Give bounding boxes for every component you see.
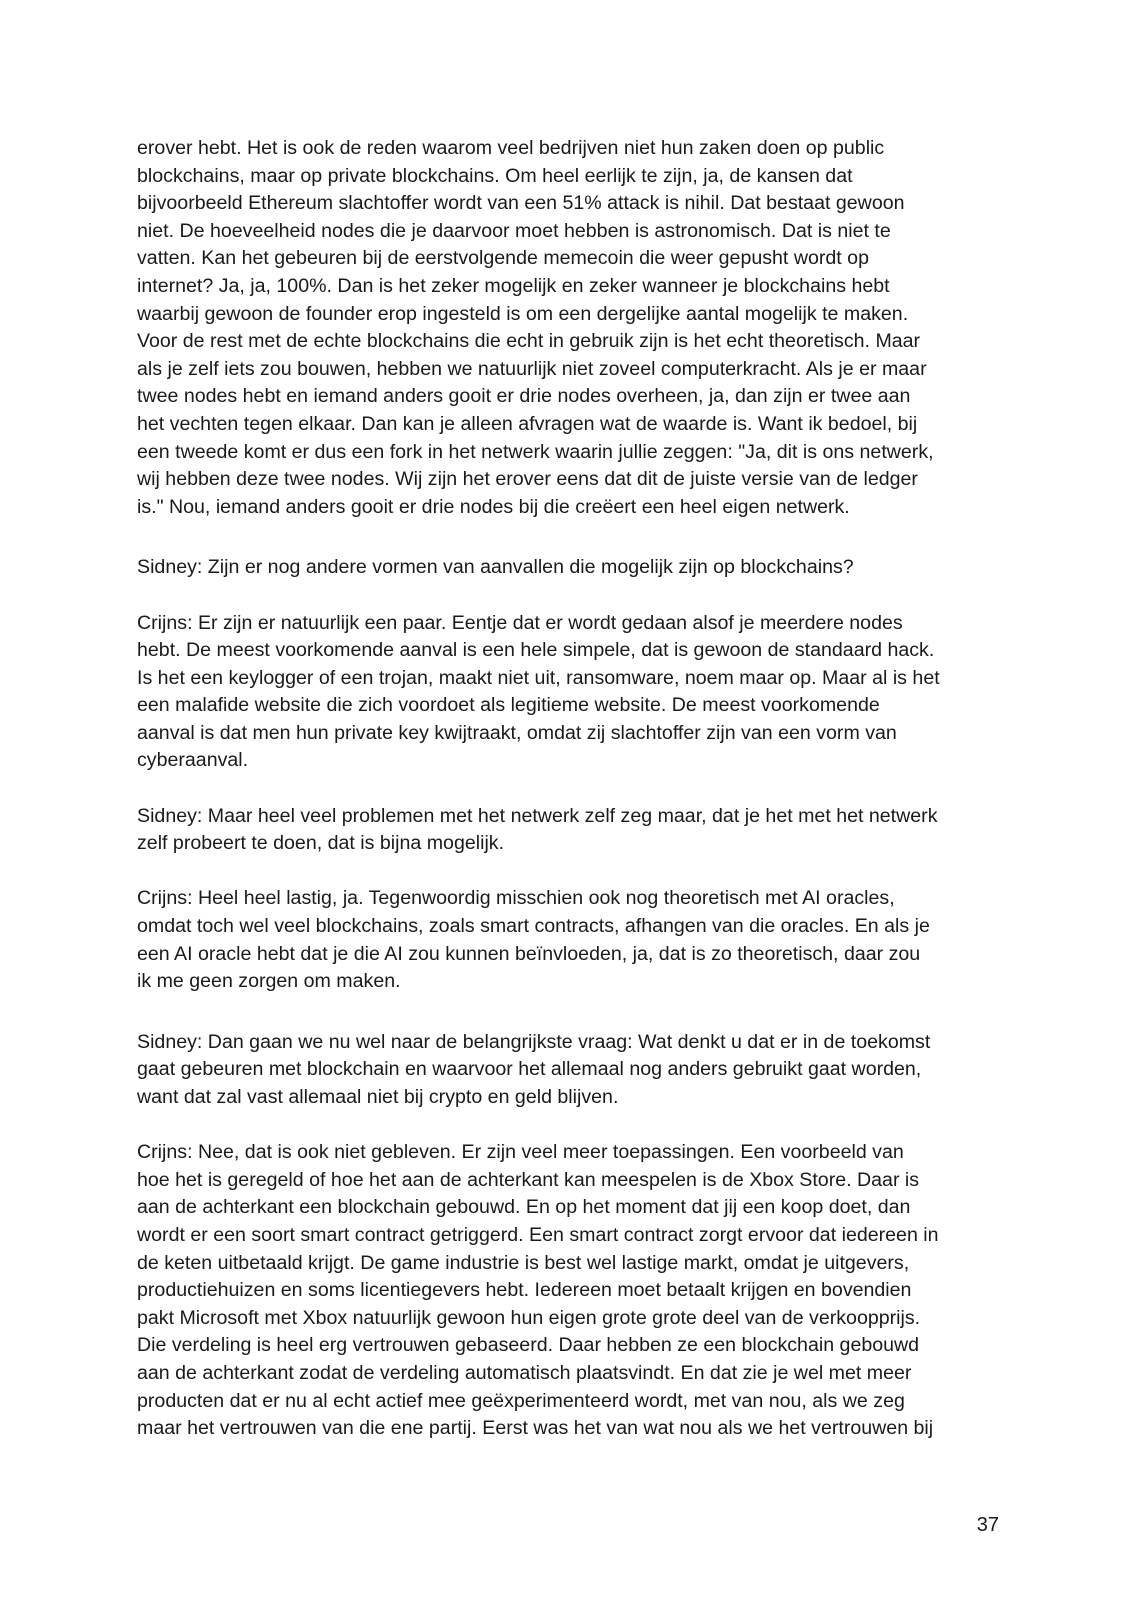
paragraph-answer-ai-oracles: Crijns: Heel heel lastig, ja. Tegenwoordig misschien ook nog theoretisch met AI oracles, omdat toch wel veel blockchains, zoals smart contracts, afhangen van die oracles. En als je een AI oracle hebt dat je die AI zou kunnen beïnvloeden, ja, dat is zo theoretisch, daar zou ik me geen zorgen om maken.: [137, 887, 930, 993]
paragraph-attack-continuation: erover hebt. Het is ook de reden waarom veel bedrijven niet hun zaken doen op public blockchains, maar op private blockchains. Om heel eerlijk te zijn, ja, de kansen dat bijvoorbeeld Ethereum slachtoffer wordt van een 51% attack is nihil. Dat bestaat gewoon niet. De hoeveelheid nodes die je daarvoor moet hebben is astronomisch. Dat is niet te vatten. Kan het gebeuren bij de eerstvolgende memecoin die weer gepusht wordt op internet? Ja, ja, 100%. Dan is het zeker mogelijk en zeker wanneer je blockchains hebt waarbij gewoon de founder erop ingesteld is om een dergelijke aantal mogelijk te maken. Voor de rest met de echte blockchains die echt in gebruik zijn is het echt theoretisch. Maar als je zelf iets zou bouwen, hebben we natuurlijk niet zoveel computerkracht. Als je er maar twee nodes hebt en iemand anders gooit er drie nodes overheen, ja, dan zijn er twee aan het vechten tegen elkaar. Dan kan je alleen afvragen wat de waarde is. Want ik bedoel, bij een tweede komt er dus een fork in het netwerk waarin jullie zeggen: "Ja, dit is ons netwerk, wij hebben deze twee nodes. Wij zijn het erover eens dat dit de juiste versie van de ledger is." Nou, iemand anders gooit er drie nodes bij die creëert een heel eigen netwerk.: [137, 137, 934, 518]
paragraph-question-future: Sidney: Dan gaan we nu wel naar de belangrijkste vraag: Wat denkt u dat er in de toekomst gaat gebeuren met blockchain en waarvoor het allemaal nog anders gebruikt gaat worden, want dat zal vast allemaal niet bij crypto en geld blijven.: [137, 1030, 931, 1108]
page-number: 37: [976, 1514, 999, 1536]
paragraph-answer-common-attacks: Crijns: Er zijn er natuurlijk een paar. Eentje dat er wordt gedaan alsof je meerdere nodes hebt. De meest voorkomende aanval is een hele simpele, dat is gewoon de standaard hack. Is het een keylogger of een trojan, maakt niet uit, ransomware, noem maar op. Maar al is het een malafide website die zich voordoet als legitieme website. De meest voorkomende aanval is dat men hun private key kwijtraakt, omdat zij slachtoffer zijn van een vorm van cyberaanval.: [137, 611, 940, 772]
paragraph-answer-xbox-store: Crijns: Nee, dat is ook niet gebleven. Er zijn veel meer toepassingen. Een voorbeeld van hoe het is geregeld of hoe het aan de achterkant kan meespelen is de Xbox Store. Daar is aan de achterkant een blockchain gebouwd. En op het moment dat jij een koop doet, dan wordt er een soort smart contract getriggerd. Een smart contract zorgt ervoor dat iedereen in de keten uitbetaald krijgt. De game industrie is best wel lastige markt, omdat je uitgevers, productiehuizen en soms licentiegevers hebt. Iedereen moet betaalt krijgen en bovendien pakt Microsoft met Xbox natuurlijk gewoon hun eigen grote grote deel van de verkoopprijs. Die verdeling is heel erg vertrouwen gebaseerd. Daar hebben ze een blockchain gebouwd aan de achterkant zodat de verdeling automatisch plaatsvindt. En dat zie je wel met meer producten dat er nu al echt actief mee geëxperimenteerd wordt, met van nou, als we zeg maar het vertrouwen van die ene partij. Eerst was het van wat nou als we het vertrouwen bij: [137, 1141, 939, 1440]
paragraph-question-other-attacks: Sidney: Zijn er nog andere vormen van aanvallen die mogelijk zijn op blockchains?: [137, 556, 854, 579]
document-body: [137, 135, 1017, 1443]
paragraph-question-network-problems: Sidney: Maar heel veel problemen met het netwerk zelf zeg maar, dat je het met het netwerk zelf probeert te doen, dat is bijna mogelijk.: [137, 804, 938, 855]
